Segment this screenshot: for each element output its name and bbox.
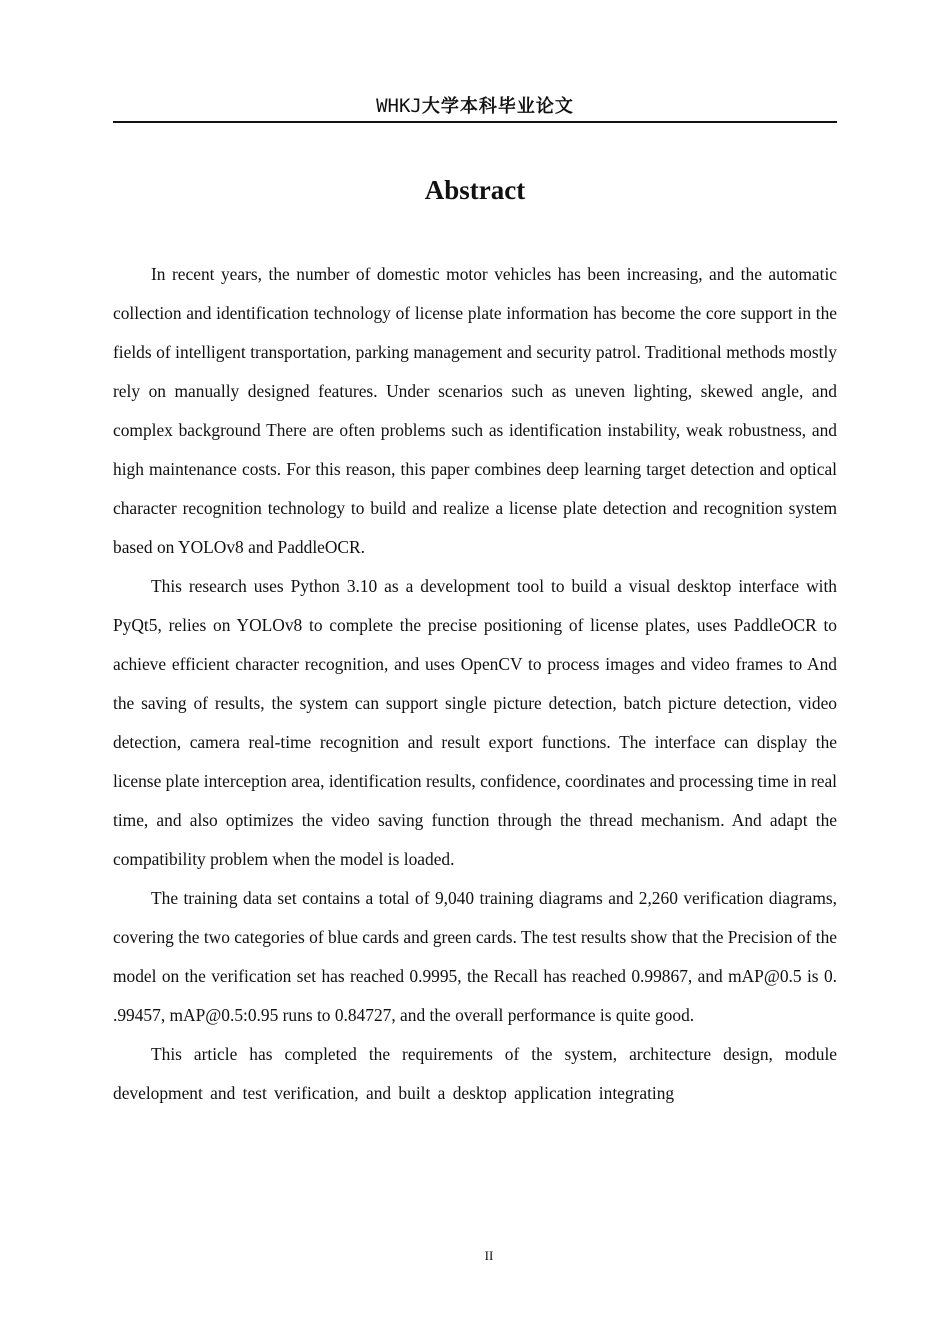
abstract-paragraph-4: This article has completed the requirements of the system, architecture design, module development and test verification, and built a desktop application integrating [113,1044,837,1103]
header-divider [113,121,837,123]
abstract-body [113,255,837,1113]
header-chinese-text: 大学本科毕业论文 [421,96,574,117]
abstract-paragraph-3: The training data set contains a total of 9,040 training diagrams and 2,260 verification diagrams, covering the two categories of blue cards and green cards. The test results show that the Precision of the model on the verification set has reached 0.9995, the Recall has reached 0.99867, and mAP@0.5 is 0. .99457, mAP@0.5:0.95 runs to 0.84727, and the overall performance is quite good. [113,888,837,1025]
page-number: II [484,1248,494,1263]
abstract-title: Abstract [424,175,526,205]
abstract-paragraph-2: This research uses Python 3.10 as a development tool to build a visual desktop interface with PyQt5, relies on YOLOv8 to complete the precise positioning of license plates, uses PaddleOCR to achieve efficient character recognition, and uses OpenCV to process images and video frames to And the saving of results, the system can support single picture detection, batch picture detection, video detection, camera real-time recognition and result export functions. The interface can display the license plate interception area, identification results, confidence, coordinates and processing time in real time, and also optimizes the video saving function through the thread mechanism. And adapt the compatibility problem when the model is loaded. [113,576,837,869]
abstract-paragraph-1: In recent years, the number of domestic motor vehicles has been increasing, and the automatic collection and identification technology of license plate information has become the core support in the fields of intelligent transportation, parking management and security patrol. Traditional methods mostly rely on manually designed features. Under scenarios such as uneven lighting, skewed angle, and complex background There are often problems such as identification instability, weak robustness, and high maintenance costs. For this reason, this paper combines deep learning target detection and optical character recognition technology to build and realize a license plate detection and recognition system based on YOLOv8 and PaddleOCR. [113,264,837,557]
header-latin-text: WHKJ [376,95,422,117]
running-header [113,92,837,120]
